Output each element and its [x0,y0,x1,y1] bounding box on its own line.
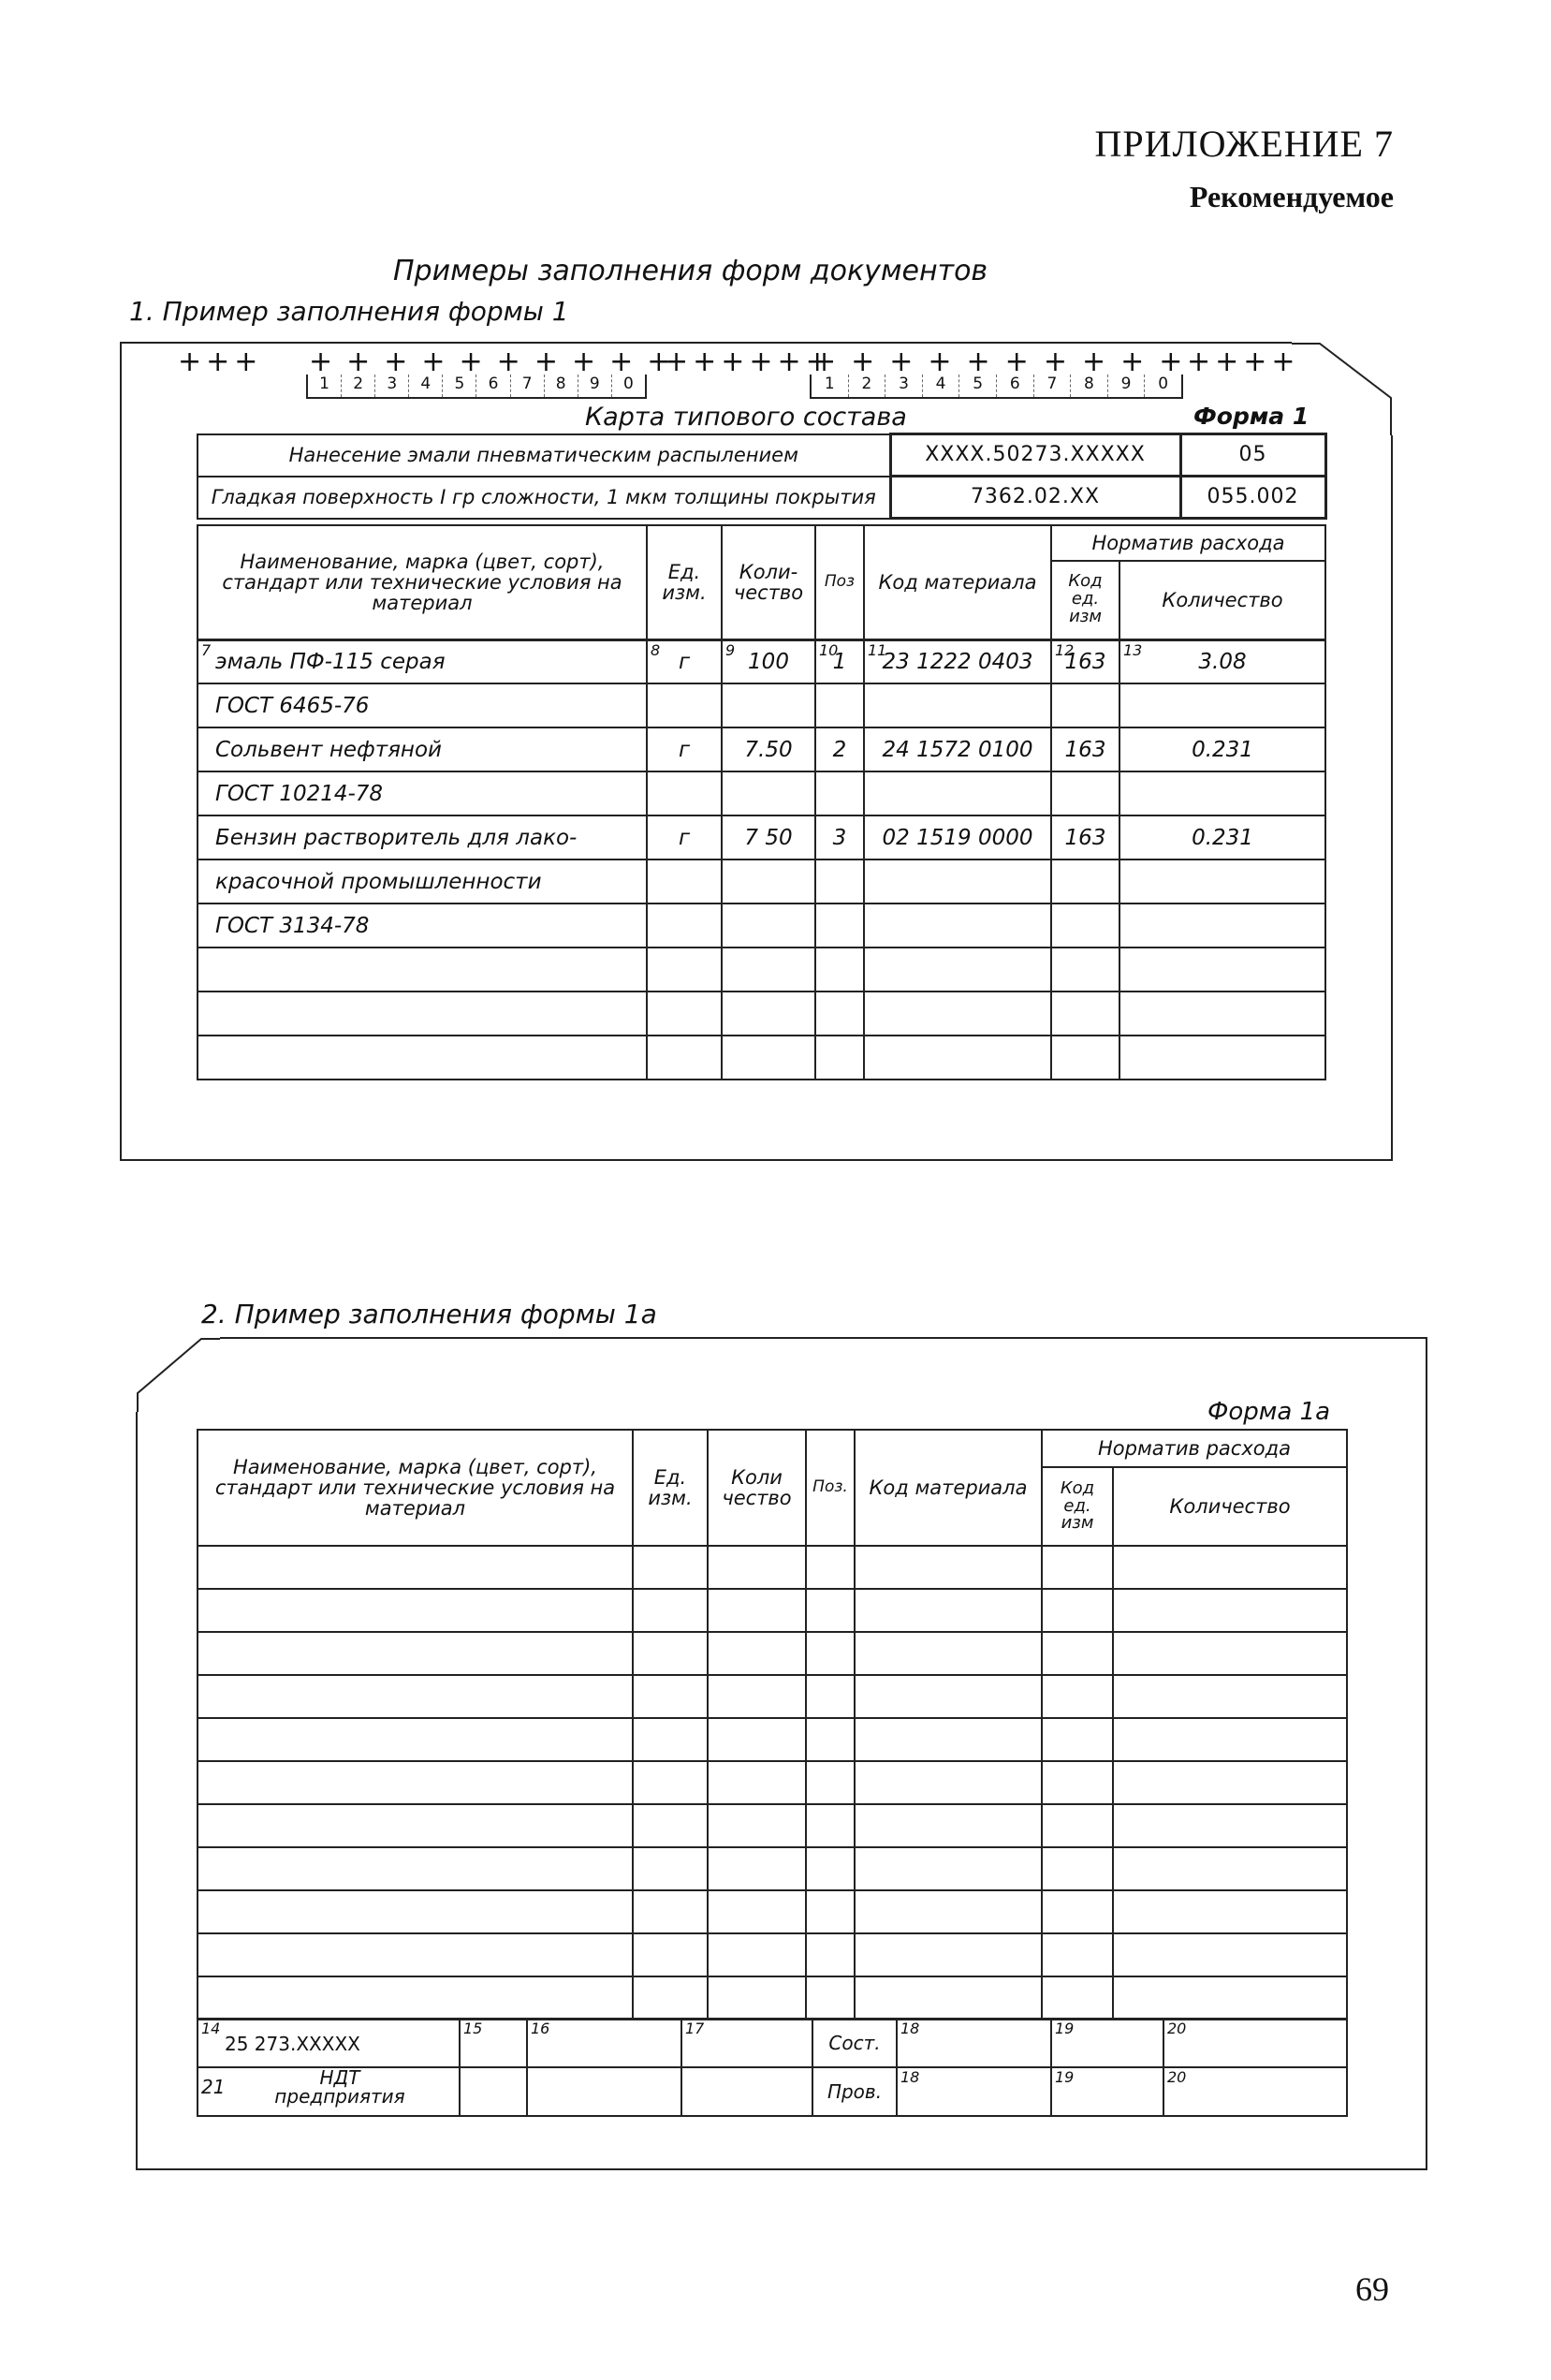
empty-cell [806,1804,855,1847]
cell-number: 11 [868,640,887,659]
cell-norm-unit [1051,904,1119,948]
form1a-rows [198,1546,1347,2020]
cell-number: 18 [900,2068,920,2086]
cell-name [198,992,647,1036]
empty-cell [633,1546,708,1589]
col-pos-header: Поз [815,525,864,639]
empty-cell [1042,1589,1113,1632]
empty-cell [1042,1890,1113,1933]
table-row [198,1589,1347,1632]
empty-cell [1113,1761,1347,1804]
empty-cell [806,1589,855,1632]
empty-cell [1042,1847,1113,1890]
cell-code [864,948,1051,992]
empty-cell [198,1546,633,1589]
empty-cell [708,1933,806,1976]
cell-pos [815,1036,864,1080]
digit: 8 [1071,375,1108,397]
col-norm-unit-header: Код ед. изм [1042,1467,1113,1546]
cell-norm-unit [1051,859,1119,904]
cell-norm-qty [1119,948,1325,992]
cell-pos [815,948,864,992]
cell-value: 100 [748,649,789,674]
ndt-enterprise: НДТ предприятия [274,2067,405,2108]
sig-role-checked: Пров. [812,2067,897,2116]
sig-cell-19 [1051,2067,1163,2116]
empty-cell [708,1761,806,1804]
digit: 5 [959,375,997,397]
col-code-header: Код материала [855,1430,1042,1546]
cell-value: г [678,737,691,762]
table-row [198,1890,1347,1933]
cell-value: 02 1519 0000 [882,825,1033,850]
cell-code [864,1036,1051,1080]
cell-norm-unit [1051,683,1119,727]
empty-cell [198,1718,633,1761]
empty-cell [633,1976,708,2020]
sig-cell-21 [198,2067,460,2116]
digit: 0 [1158,375,1169,393]
table-row [198,1804,1347,1847]
cell-value [204,958,215,982]
form1-label: Форма 1 [1193,403,1310,430]
empty-cell [1042,1675,1113,1718]
cell-norm-qty [1119,904,1325,948]
cell-number: 13 [1123,640,1143,659]
sig-cell-15 [460,2019,527,2067]
cell-pos [815,992,864,1036]
cell-value: 0.231 [1192,737,1253,762]
form1a-signature-table [197,2018,1348,2117]
empty-cell [1042,1718,1113,1761]
empty-cell [633,1933,708,1976]
empty-cell [708,1847,806,1890]
empty-cell [633,1718,708,1761]
cell-value: эмаль ПФ-115 серая [215,649,446,674]
cell-value: Бензин растворитель для лако- [215,825,578,850]
table-row [198,771,1325,815]
empty-cell [708,1546,806,1589]
form1-plus-left: +++ [178,345,263,378]
cell-unit [647,815,722,859]
cell-value: 7 50 [744,825,793,850]
form1-rows [198,639,1325,1080]
empty-cell [855,1546,1042,1589]
cell-name [198,859,647,904]
table-row [198,992,1325,1036]
empty-cell [708,1632,806,1675]
cell-name [198,771,647,815]
empty-cell [806,1976,855,2020]
form1a-label: Форма 1а [1207,1398,1331,1426]
digit: 5 [443,375,476,397]
col-qty-header: Коли-чество [722,525,815,639]
cell-value: 0.231 [1192,825,1253,850]
cell-value: г [678,825,691,850]
cell-value [204,1002,215,1026]
empty-cell [1113,1847,1347,1890]
card-title: Карта типового состава [585,403,907,432]
empty-cell [198,1933,633,1976]
empty-cell [708,1890,806,1933]
cell-unit [647,683,722,727]
digit: 0 [622,375,634,393]
table-row [198,1847,1347,1890]
cell-norm-unit [1051,727,1119,771]
sig-cell-16 [527,2019,681,2067]
cell-value: ГОСТ 3134-78 [215,913,370,938]
table-row [198,948,1325,992]
cell-number: 16 [531,2020,550,2037]
cell-code [864,771,1051,815]
cell-name [198,683,647,727]
table-row [198,683,1325,727]
digit: 3 [375,375,409,397]
empty-cell [198,1632,633,1675]
cell-number: 20 [1167,2068,1187,2086]
digit: 8 [545,375,578,397]
empty-cell [198,1804,633,1847]
empty-cell [1113,1976,1347,2020]
col-norm-header: Норматив расхода [1042,1430,1347,1467]
cell-qty [722,992,815,1036]
col-unit-header: Ед. изм. [633,1430,708,1546]
cell-qty [722,727,815,771]
empty-cell [1113,1933,1347,1976]
table-row [198,1675,1347,1718]
empty-cell [1113,1890,1347,1933]
appendix-title: ПРИЛОЖЕНИЕ 7 [1094,123,1394,165]
cell-code [864,639,1051,683]
table-row [198,815,1325,859]
sig-role-compiled: Сост. [812,2019,897,2067]
example2-title: 2. Пример заполнения формы 1а [201,1299,657,1330]
table-row [198,904,1325,948]
empty-cell [633,1675,708,1718]
cell-pos [815,639,864,683]
operation-code2-short: 055.002 [1180,477,1325,519]
form1-plus-mid: ++++++ [665,345,834,378]
cell-code [864,992,1051,1036]
cell-value: 23 1222 0403 [882,649,1033,674]
digit: 2 [342,375,375,397]
col-pos-header: Поз. [806,1430,855,1546]
empty-cell [806,1718,855,1761]
cell-number: 9 [725,640,736,659]
digit: 2 [849,375,886,397]
empty-cell [1042,1546,1113,1589]
cell-qty [722,683,815,727]
empty-cell [855,1847,1042,1890]
cell-number: 21 [201,2076,226,2098]
document-code: 25 273.XXXXX [225,2033,360,2055]
empty-cell [633,1847,708,1890]
cell-value: ГОСТ 6465-76 [215,693,370,718]
cell-number: 19 [1055,2020,1075,2037]
operation-code1: XXXX.50273.XXXXX [890,434,1180,477]
cell-value [204,1046,215,1070]
cell-norm-qty [1119,1036,1325,1080]
empty-cell [198,1890,633,1933]
sig-cell-empty [681,2067,812,2116]
cell-norm-qty [1119,727,1325,771]
cell-norm-unit [1051,771,1119,815]
empty-cell [198,1589,633,1632]
digit: 1 [812,375,849,397]
empty-cell [708,1718,806,1761]
sig-cell-empty [460,2067,527,2116]
cell-number: 17 [685,2020,705,2037]
table-row [198,639,1325,683]
cell-qty [722,904,815,948]
empty-cell [855,1890,1042,1933]
empty-cell [1113,1589,1347,1632]
cell-norm-qty [1119,639,1325,683]
empty-cell [198,1761,633,1804]
form1a-corner-cut [136,1337,220,1412]
example1-title: 1. Пример заполнения формы 1 [129,296,569,327]
sig-cell-14 [198,2019,460,2067]
cell-number: 15 [463,2020,483,2037]
page-number: 69 [1355,2270,1389,2308]
cell-unit [647,639,722,683]
cell-norm-qty [1119,859,1325,904]
sig-cell-20 [1163,2067,1347,2116]
empty-cell [806,1546,855,1589]
cell-value: красочной промышленности [215,869,542,894]
empty-cell [198,1847,633,1890]
digit: 7 [1034,375,1072,397]
cell-code [864,859,1051,904]
form1-plus-left-inner: ++++++++++ [309,345,685,378]
digit: 1 [308,375,342,397]
digit: 7 [511,375,545,397]
digit: 9 [1108,375,1146,397]
cell-value: 1 [832,649,847,674]
table-row [198,1933,1347,1976]
empty-cell [198,1675,633,1718]
cell-norm-qty [1119,815,1325,859]
cell-norm-qty [1119,992,1325,1036]
col-name-header: Наименование, марка (цвет, сорт), стандарт или технические условия на материал [198,1430,633,1546]
col-unit-header: Ед. изм. [647,525,722,639]
empty-cell [855,1804,1042,1847]
col-code-header: Код материала [864,525,1051,639]
cell-qty [722,771,815,815]
cell-value: ГОСТ 10214-78 [215,781,384,806]
empty-cell [1042,1632,1113,1675]
operation-code1-short: 05 [1180,434,1325,477]
empty-cell [806,1890,855,1933]
empty-cell [855,1976,1042,2020]
empty-cell [1113,1804,1347,1847]
empty-cell [855,1589,1042,1632]
empty-cell [855,1675,1042,1718]
digit: 4 [923,375,960,397]
cell-pos [815,815,864,859]
empty-cell [633,1589,708,1632]
form1-plus-right: ++++ [1187,345,1300,378]
cell-value: 3.08 [1198,649,1247,674]
digit: 3 [885,375,923,397]
cell-norm-unit [1051,815,1119,859]
cell-unit [647,1036,722,1080]
form1a-materials-table [197,1429,1348,2020]
cell-pos [815,727,864,771]
cell-value: 163 [1064,649,1106,674]
col-norm-unit-header: Код ед. изм [1051,561,1119,639]
empty-cell [806,1675,855,1718]
empty-cell [806,1847,855,1890]
cell-name [198,815,647,859]
cell-norm-unit [1051,948,1119,992]
digit: 6 [476,375,510,397]
sig-cell-20 [1163,2019,1347,2067]
cell-norm-unit [1051,992,1119,1036]
cell-code [864,815,1051,859]
sig-cell-19 [1051,2019,1163,2067]
empty-cell [1042,1976,1113,2020]
cell-number: 20 [1167,2020,1187,2037]
cell-pos [815,683,864,727]
operation-line2: Гладкая поверхность I гр сложности, 1 мкм толщины покрытия [198,477,890,519]
empty-cell [855,1761,1042,1804]
form1-materials-table [197,524,1326,1080]
sig-cell-18 [897,2067,1051,2116]
form1-plus-mid-inner: ++++++++++ [812,345,1198,378]
digit: 6 [997,375,1034,397]
operation-code2: 7362.02.XX [890,477,1180,519]
cell-value: 3 [832,825,847,850]
cell-number: 14 [201,2020,221,2037]
cell-qty [722,815,815,859]
empty-cell [1042,1761,1113,1804]
empty-cell [708,1675,806,1718]
sig-cell-empty [527,2067,681,2116]
cell-name [198,948,647,992]
digit: 4 [409,375,443,397]
cell-name [198,1036,647,1080]
table-row [198,1632,1347,1675]
cell-pos [815,771,864,815]
cell-number: 7 [201,640,212,659]
empty-cell [708,1976,806,2020]
cell-unit [647,727,722,771]
cell-unit [647,948,722,992]
empty-cell [1113,1632,1347,1675]
cell-value: 7.50 [744,737,793,762]
cell-pos [815,859,864,904]
table-row [198,1718,1347,1761]
sig-cell-17 [681,2019,812,2067]
col-norm-qty-header: Количество [1113,1467,1347,1546]
table-row [198,1761,1347,1804]
cell-norm-qty [1119,683,1325,727]
cell-unit [647,904,722,948]
cell-name [198,639,647,683]
empty-cell [855,1632,1042,1675]
empty-cell [708,1589,806,1632]
cell-value: г [678,649,691,674]
cell-unit [647,859,722,904]
empty-cell [633,1804,708,1847]
table-row [198,1036,1325,1080]
digit: 9 [578,375,612,397]
empty-cell [633,1632,708,1675]
empty-cell [806,1933,855,1976]
cell-value: 24 1572 0100 [882,737,1033,762]
col-norm-header: Норматив расхода [1051,525,1325,561]
empty-cell [1113,1546,1347,1589]
operation-line1: Нанесение эмали пневматическим распылением [198,434,890,477]
recommended-label: Рекомендуемое [1189,180,1394,213]
cell-qty [722,1036,815,1080]
form1-operation-table [197,433,1327,520]
cell-pos [815,904,864,948]
table-row [198,1546,1347,1589]
cell-number: 8 [651,640,661,659]
cell-number: 12 [1055,640,1075,659]
empty-cell [806,1761,855,1804]
empty-cell [855,1718,1042,1761]
cell-number: 18 [900,2020,920,2037]
empty-cell [1113,1675,1347,1718]
cell-code [864,904,1051,948]
empty-cell [1113,1718,1347,1761]
table-row [198,859,1325,904]
cell-norm-unit [1051,639,1119,683]
cell-norm-unit [1051,1036,1119,1080]
cell-value: 163 [1064,825,1106,850]
cell-qty [722,859,815,904]
empty-cell [855,1933,1042,1976]
col-qty-header: Коли чество [708,1430,806,1546]
table-row [198,1976,1347,2020]
empty-cell [708,1804,806,1847]
empty-cell [1042,1804,1113,1847]
cell-qty [722,639,815,683]
cell-norm-qty [1119,771,1325,815]
cell-value: 2 [832,737,847,762]
empty-cell [806,1632,855,1675]
cell-number: 10 [819,640,839,659]
table-row [198,727,1325,771]
empty-cell [633,1761,708,1804]
examples-title: Примеры заполнения форм документов [393,255,988,287]
cell-name [198,727,647,771]
cell-code [864,727,1051,771]
cell-value: Сольвент нефтяной [215,737,442,762]
cell-code [864,683,1051,727]
cell-number: 19 [1055,2068,1075,2086]
col-name-header: Наименование, марка (цвет, сорт), стандарт или технические условия на материал [198,525,647,639]
col-norm-qty-header: Количество [1119,561,1325,639]
empty-cell [198,1976,633,2020]
cell-unit [647,992,722,1036]
cell-qty [722,948,815,992]
cell-value: 163 [1064,737,1106,762]
empty-cell [1042,1933,1113,1976]
sig-cell-18 [897,2019,1051,2067]
empty-cell [633,1890,708,1933]
cell-name [198,904,647,948]
cell-unit [647,771,722,815]
